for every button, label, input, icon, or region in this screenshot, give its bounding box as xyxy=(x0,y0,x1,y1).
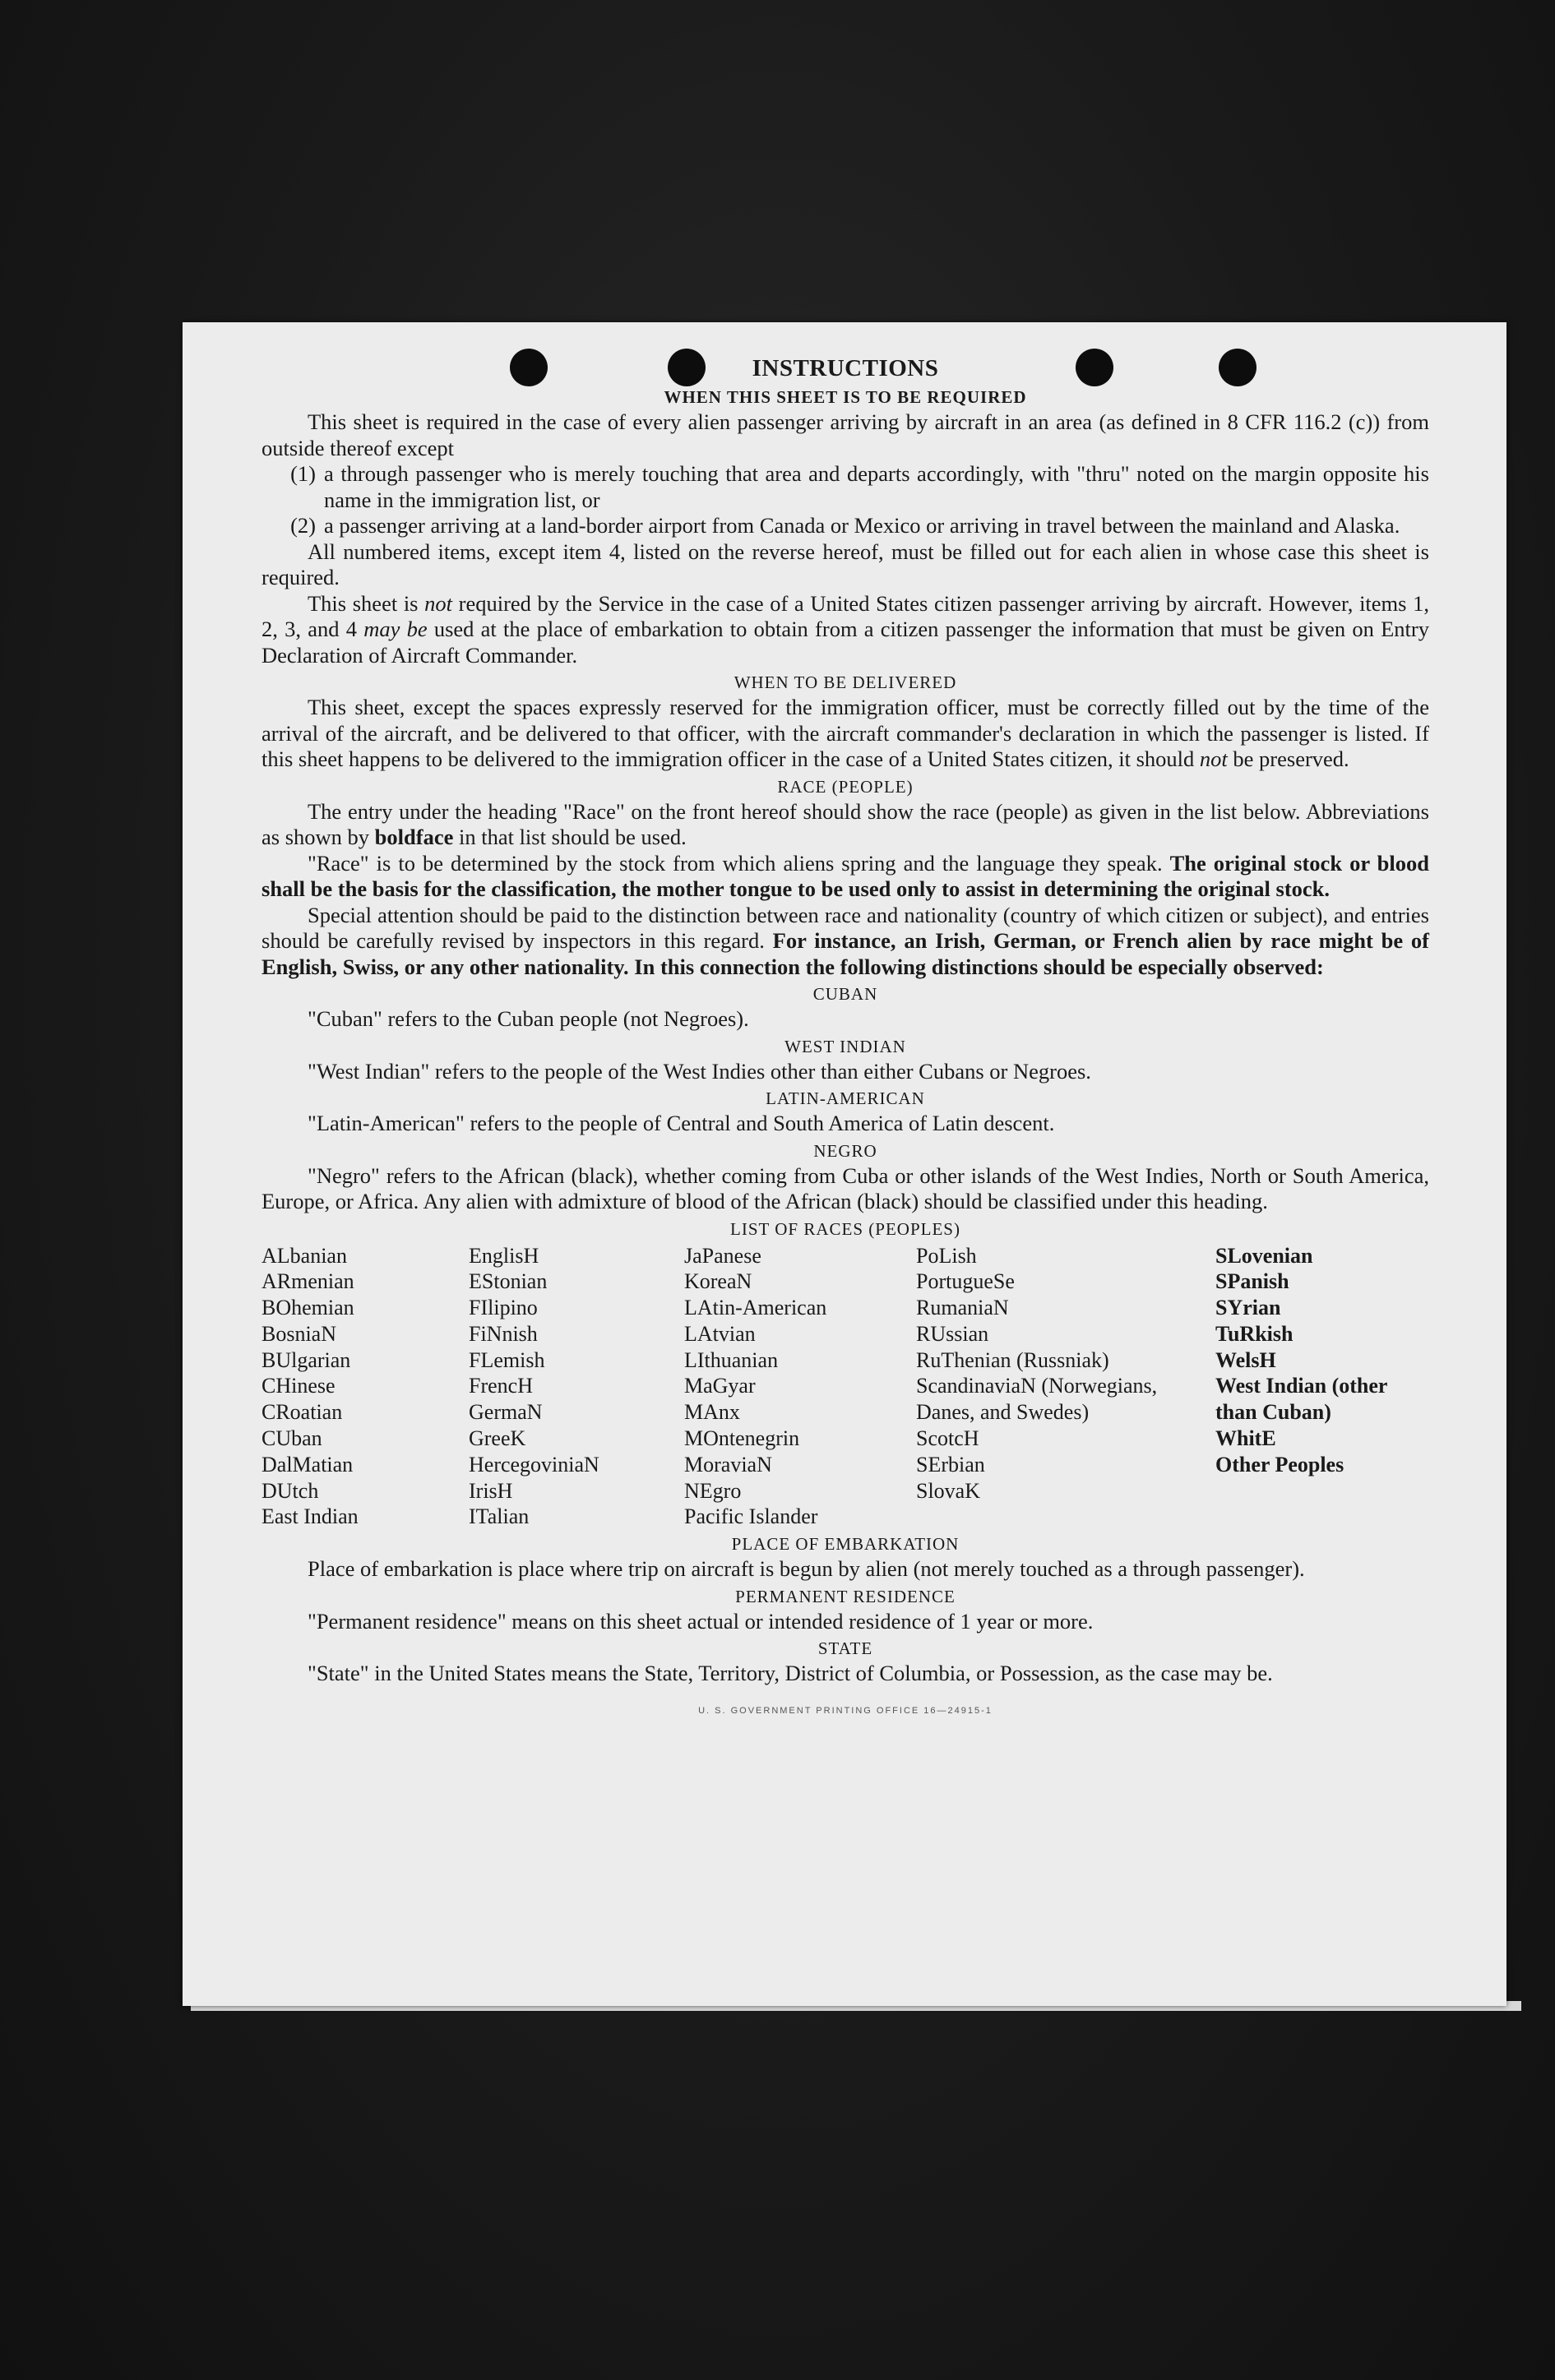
race-entry: CRoatian xyxy=(261,1400,343,1425)
race-entry: BosniaN xyxy=(261,1321,336,1346)
definition-text: "Negro" refers to the African (black), whether coming from Cuba or other islands of the West Indies, North or South America, Europe, or Africa. Any alien with admixture of blood of the African (black) should be classified under this heading. xyxy=(261,1162,1429,1213)
race-column xyxy=(261,1243,469,1531)
race-entry: CUban xyxy=(261,1426,322,1451)
race-entry: LAtvian xyxy=(684,1321,756,1346)
race-entry: JaPanese xyxy=(684,1243,761,1268)
race-column xyxy=(1215,1243,1429,1531)
state-text: "State" in the United States means the State, Territory, District of Columbia, or Possession, as the case may be. xyxy=(308,1661,1273,1686)
race-entry: MaGyar xyxy=(684,1374,756,1398)
race-entry: NEgro xyxy=(684,1478,742,1503)
race-entry: FrencH xyxy=(469,1374,533,1398)
race-entry: PoLish xyxy=(916,1243,977,1268)
intro-paragraph xyxy=(261,591,1429,669)
race-entry: SErbian xyxy=(916,1452,985,1477)
emphasis: may be xyxy=(363,617,428,641)
embarkation-text: Place of embarkation is place where trip on aircraft is begun by alien (not merely touched as a through passenger). xyxy=(308,1556,1305,1582)
race-entry: SPanish xyxy=(1215,1269,1289,1294)
race-entry: ARmenian xyxy=(261,1269,354,1294)
text-run: Special attention should be paid to the distinction between race and nationality (country of which citizen or subject), and entries should be carefully revised by inspectors in this regard. xyxy=(261,902,1429,953)
section-heading: NEGRO xyxy=(813,1140,877,1161)
race-entry: LIthuanian xyxy=(684,1347,779,1372)
race-entry: KoreaN xyxy=(684,1269,752,1294)
bold-text: For instance, an Irish, German, or French alien by race might be of English, Swiss, or any other nationality. In this connection the following distinctions should be especially observed: xyxy=(261,928,1429,979)
race-entry: FiNnish xyxy=(469,1321,538,1346)
race-column xyxy=(684,1243,916,1531)
race-entry: IrisH xyxy=(469,1478,513,1503)
race-column xyxy=(916,1243,1215,1531)
race-entry: Pacific Islander xyxy=(684,1504,818,1529)
text-run: The entry under the heading "Race" on the front hereof should show the race (people) as given in the list below. Abbreviations as shown by xyxy=(261,798,1429,849)
section-heading: WHEN THIS SHEET IS TO BE REQUIRED xyxy=(664,387,1027,407)
printer-imprint: U. S. GOVERNMENT PRINTING OFFICE 16—24915-1 xyxy=(698,1705,993,1716)
race-entry: WelsH xyxy=(1215,1347,1276,1372)
race-entry: FIlipino xyxy=(469,1296,538,1320)
section-heading: CUBAN xyxy=(812,984,878,1004)
text-run: This sheet is xyxy=(308,590,425,616)
race-entry: CHinese xyxy=(261,1374,336,1398)
race-entry: West Indian (other than Cuban) xyxy=(1215,1374,1387,1425)
section-heading: PERMANENT RESIDENCE xyxy=(735,1586,956,1606)
section-heading: WHEN TO BE DELIVERED xyxy=(734,672,957,692)
race-entry: GreeK xyxy=(469,1426,526,1451)
race-entry: Other Peoples xyxy=(1215,1452,1344,1477)
list-item-text: a passenger arriving at a land-border airport from Canada or Mexico or arriving in travel between the mainland and Alaska. xyxy=(324,513,1400,538)
race-entry: EStonian xyxy=(469,1269,548,1294)
race-entry: RuThenian (Russniak) xyxy=(916,1347,1109,1372)
race-entry: BOhemian xyxy=(261,1296,354,1320)
list-item xyxy=(261,461,1429,513)
intro-paragraph: All numbered items, except item 4, listed on the reverse hereof, must be filled out for each alien in whose case this sheet is required. xyxy=(261,538,1429,589)
sheet-content xyxy=(261,355,1429,1724)
emphasis: not xyxy=(1199,746,1228,771)
section-heading: STATE xyxy=(817,1638,873,1659)
text-run: "Race" is to be determined by the stock from which aliens spring and the language they speak. xyxy=(308,850,1170,876)
definition-text: "Latin-American" refers to the people of Central and South America of Latin descent. xyxy=(308,1111,1055,1135)
race-entry: WhitE xyxy=(1215,1426,1276,1451)
race-entry: MoraviaN xyxy=(684,1452,772,1477)
definition-text: "West Indian" refers to the people of the West Indies other than either Cubans or Negroes. xyxy=(308,1058,1091,1084)
race-entry: RUssian xyxy=(916,1321,989,1346)
text-run: be preserved. xyxy=(1227,746,1349,771)
race-entry: FLemish xyxy=(469,1347,545,1372)
race-entry: ITalian xyxy=(469,1504,530,1529)
race-entry: ScandinaviaN (Norwegians, Danes, and Swedes) xyxy=(916,1374,1158,1425)
race-entry: TuRkish xyxy=(1215,1321,1294,1346)
race-paragraph xyxy=(261,903,1429,981)
race-entry: DUtch xyxy=(261,1478,319,1503)
list-item xyxy=(261,513,1429,539)
race-entry: EnglisH xyxy=(469,1243,539,1268)
text-run: used at the place of embarkation to obtain from a citizen passenger the information that must be given on Entry Declaration of Aircraft Commander. xyxy=(261,617,1429,668)
section-heading: PLACE OF EMBARKATION xyxy=(731,1534,960,1555)
race-entry: SlovaK xyxy=(916,1478,980,1503)
race-column xyxy=(469,1243,684,1531)
section-heading: WEST INDIAN xyxy=(784,1036,906,1056)
residence-text: "Permanent residence" means on this sheet actual or intended residence of 1 year or more. xyxy=(308,1608,1094,1634)
list-item-text: a through passenger who is merely touching that area and departs accordingly, with "thru" noted on the margin opposite his name in the immigration list, or xyxy=(324,461,1429,512)
race-entry: SYrian xyxy=(1215,1296,1281,1320)
list-item-number: (2) xyxy=(290,513,316,538)
section-heading: RACE (PEOPLE) xyxy=(777,776,914,797)
race-entry: MAnx xyxy=(684,1400,740,1425)
list-item-number: (1) xyxy=(290,461,316,486)
instruction-sheet xyxy=(183,322,1506,2006)
race-entry: MOntenegrin xyxy=(684,1426,800,1451)
bold-text: The original stock or blood shall be the basis for the classification, the mother tongue to be used only to assist in determining the original stock. xyxy=(261,850,1429,901)
text-run: in that list should be used. xyxy=(453,825,687,849)
race-entry: BUlgarian xyxy=(261,1347,351,1372)
section-heading: LIST OF RACES (PEOPLES) xyxy=(730,1218,960,1239)
race-entry: HercegoviniaN xyxy=(469,1452,599,1477)
race-list xyxy=(261,1243,1429,1531)
delivered-paragraph xyxy=(261,695,1429,773)
race-entry: GermaN xyxy=(469,1400,543,1425)
race-entry: LAtin-American xyxy=(684,1296,827,1320)
race-entry: RumaniaN xyxy=(916,1296,1009,1320)
race-entry: ScotcH xyxy=(916,1426,979,1451)
race-entry: East Indian xyxy=(261,1504,359,1529)
race-entry: ALbanian xyxy=(261,1243,347,1268)
intro-paragraph: This sheet is required in the case of every alien passenger arriving by aircraft in an area (as defined in 8 CFR 116.2 (c)) from outside thereof except xyxy=(261,409,1429,460)
text-run: required by the Service in the case of a United States citizen passenger arriving by aircraft. However, items 1, 2, 3, and 4 xyxy=(261,590,1429,641)
bold-text: boldface xyxy=(374,825,454,849)
emphasis: not xyxy=(424,590,452,616)
race-entry: SLovenian xyxy=(1215,1243,1313,1268)
race-paragraph xyxy=(261,851,1429,903)
text-run: This sheet, except the spaces expressly reserved for the immigration officer, must be correctly filled out by the time of the arrival of the aircraft, and be delivered to that officer, with the aircraft commander's declaration in which the passenger is listed. If this sheet happens to be delivered to the immigration officer in the case of a United States citizen, it should xyxy=(261,695,1429,771)
section-heading: LATIN-AMERICAN xyxy=(766,1088,925,1108)
race-entry: DalMatian xyxy=(261,1452,354,1477)
race-paragraph xyxy=(261,799,1429,851)
page-title: INSTRUCTIONS xyxy=(752,355,939,381)
definition-text: "Cuban" refers to the Cuban people (not Negroes). xyxy=(308,1006,749,1031)
race-entry: PortugueSe xyxy=(916,1269,1015,1294)
